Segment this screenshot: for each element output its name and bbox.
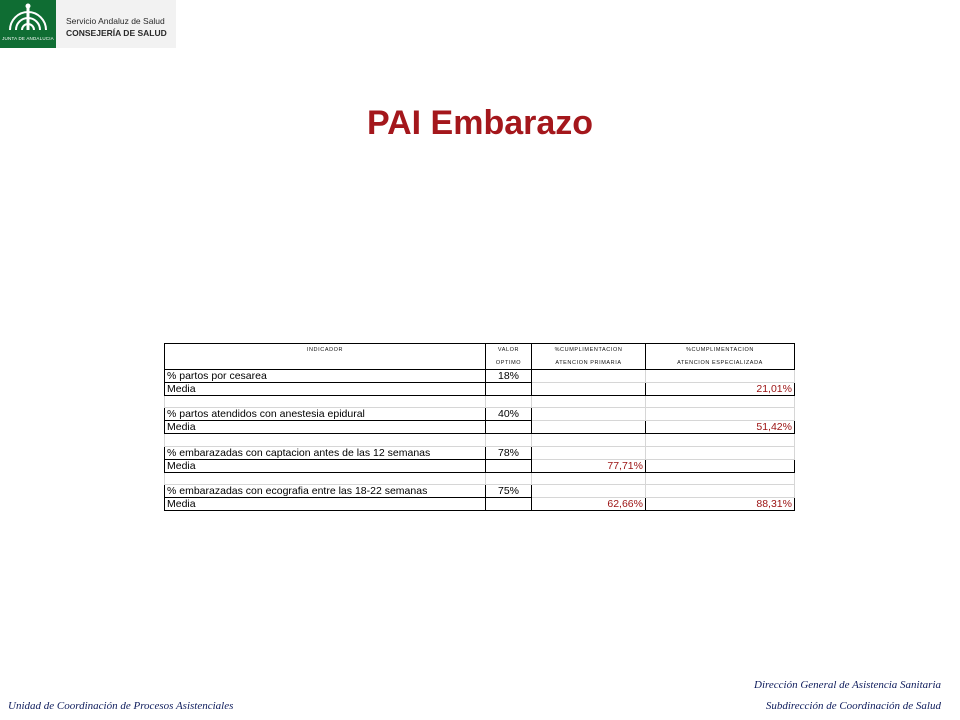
header-optimo: OPTIMO	[486, 357, 532, 370]
especializada-value	[646, 459, 795, 472]
table-row	[165, 459, 795, 472]
footer-direccion: Dirección General de Asistencia Sanitaria	[754, 679, 941, 691]
spacer-cell	[646, 472, 795, 484]
spacer-cell	[646, 434, 795, 446]
header-logo	[0, 0, 176, 48]
header-atencion-primaria: ATENCION PRIMARIA	[532, 357, 646, 370]
table-row	[165, 484, 795, 497]
table-row	[165, 383, 795, 396]
header-cumpl-primaria: %CUMPLIMENTACION	[532, 344, 646, 357]
table-row	[165, 421, 795, 434]
especializada-cell	[646, 484, 795, 497]
indicator-label: % partos por cesarea	[165, 370, 486, 383]
emblem-icon	[0, 0, 56, 36]
media-label: Media	[165, 497, 486, 510]
media-label: Media	[165, 459, 486, 472]
header-line2: CONSEJERÍA DE SALUD	[66, 28, 167, 38]
header-line1: Servicio Andaluz de Salud	[66, 16, 165, 26]
media-optimo	[486, 383, 532, 396]
spacer-cell	[532, 472, 646, 484]
emblem-caption: JUNTA DE ANDALUCIA	[2, 36, 54, 41]
spacer-row	[165, 472, 795, 484]
optimo-value: 75%	[486, 484, 532, 497]
spacer-row	[165, 396, 795, 408]
header-indicador: INDICADOR	[165, 344, 486, 357]
table-header-row	[165, 344, 795, 357]
media-optimo	[486, 459, 532, 472]
spacer-row	[165, 434, 795, 446]
spacer-cell	[165, 472, 486, 484]
spacer-cell	[486, 434, 532, 446]
especializada-value: 51,42%	[646, 421, 795, 434]
header-cumpl-especializada: %CUMPLIMENTACION	[646, 344, 795, 357]
junta-andalucia-emblem	[0, 0, 56, 48]
spacer-cell	[486, 472, 532, 484]
spacer-cell	[165, 434, 486, 446]
especializada-cell	[646, 408, 795, 421]
optimo-value: 18%	[486, 370, 532, 383]
primaria-value	[532, 421, 646, 434]
optimo-value: 78%	[486, 446, 532, 459]
primaria-cell	[532, 446, 646, 459]
header-valor: VALOR	[486, 344, 532, 357]
spacer-cell	[646, 396, 795, 408]
especializada-cell	[646, 446, 795, 459]
table-header-row-2	[165, 357, 795, 370]
spacer-cell	[532, 434, 646, 446]
table-row	[165, 446, 795, 459]
footer-subdireccion: Subdirección de Coordinación de Salud	[765, 700, 941, 712]
especializada-value: 21,01%	[646, 383, 795, 396]
footer-unit: Unidad de Coordinación de Procesos Asistenciales	[8, 700, 234, 712]
optimo-value: 40%	[486, 408, 532, 421]
spacer-cell	[486, 396, 532, 408]
especializada-cell	[646, 370, 795, 383]
header-blank	[165, 357, 486, 370]
table-row	[165, 408, 795, 421]
table-row	[165, 370, 795, 383]
spacer-cell	[532, 396, 646, 408]
indicators-table	[164, 343, 795, 511]
primaria-value: 62,66%	[532, 497, 646, 510]
spacer-cell	[165, 396, 486, 408]
table-row	[165, 497, 795, 510]
primaria-value: 77,71%	[532, 459, 646, 472]
media-optimo	[486, 497, 532, 510]
especializada-value: 88,31%	[646, 497, 795, 510]
primaria-cell	[532, 484, 646, 497]
media-label: Media	[165, 421, 486, 434]
media-optimo	[486, 421, 532, 434]
primaria-value	[532, 383, 646, 396]
page-title: PAI Embarazo	[366, 104, 594, 142]
indicator-label: % partos atendidos con anestesia epidural	[165, 408, 486, 421]
primaria-cell	[532, 370, 646, 383]
header-atencion-especializada: ATENCION ESPECIALIZADA	[646, 357, 795, 370]
media-label: Media	[165, 383, 486, 396]
indicator-label: % embarazadas con captacion antes de las 12 semanas	[165, 446, 486, 459]
indicator-label: % embarazadas con ecografia entre las 18-22 semanas	[165, 484, 486, 497]
primaria-cell	[532, 408, 646, 421]
